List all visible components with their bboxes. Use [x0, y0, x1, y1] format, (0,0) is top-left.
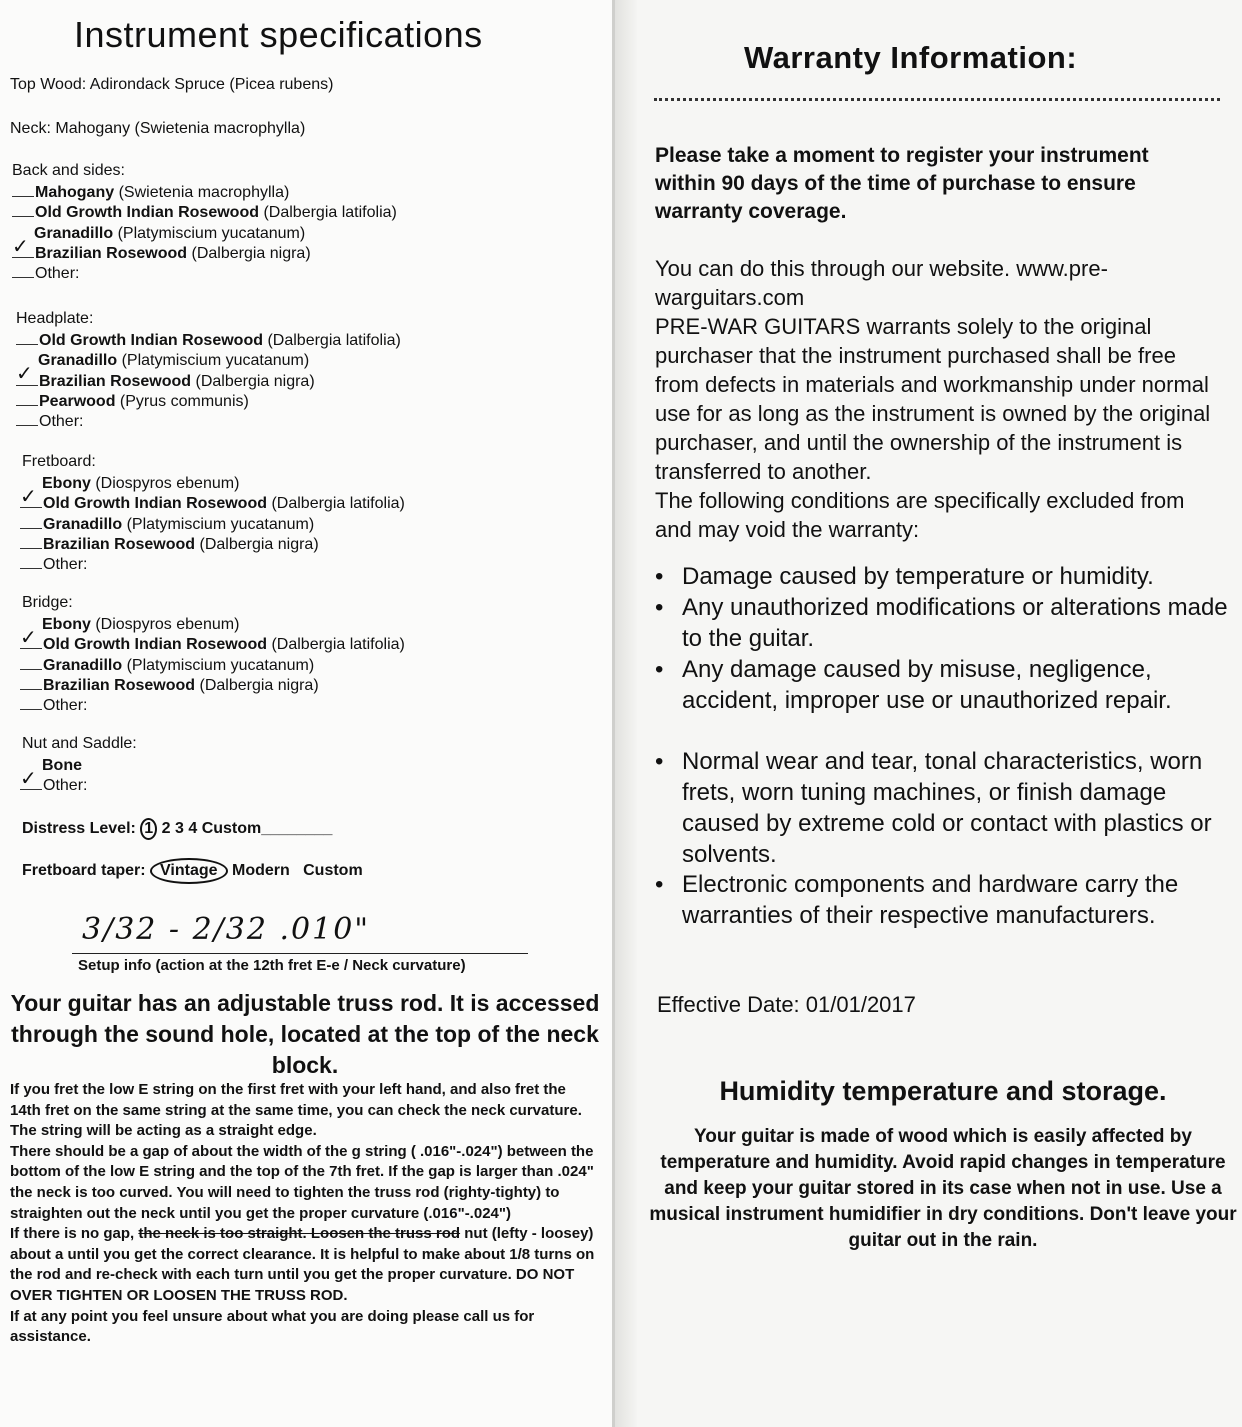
warranty-title: Warranty Information:	[744, 40, 1078, 75]
option-latin: (Dalbergia latifolia)	[271, 495, 405, 513]
option-latin: (Dalbergia latifolia)	[263, 204, 397, 222]
option-name: Brazilian Rosewood	[39, 372, 192, 390]
option-latin: (Pyrus communis)	[119, 392, 249, 410]
option-name: Mahogany	[35, 184, 115, 201]
option-latin: (Dalbergia nigra)	[191, 244, 311, 262]
blank-line	[20, 548, 42, 549]
blank-line	[12, 196, 34, 197]
option-name: Old Growth Indian Rosewood	[39, 332, 263, 349]
option-item	[20, 636, 405, 654]
option-latin: (Dalbergia latifolia)	[271, 636, 405, 654]
option-latin: (Platymiscium yucatanum)	[126, 656, 315, 674]
blank-line	[20, 568, 42, 569]
warranty-body	[655, 254, 1225, 544]
option-name: Other:	[35, 265, 80, 283]
option-name: Granadillo	[43, 515, 123, 533]
option-name: Old Growth Indian Rosewood	[43, 495, 267, 513]
option-name: Other:	[43, 556, 88, 574]
setup-caption: Setup info (action at the 12th fret E-e / Neck curvature)	[78, 957, 466, 974]
truss-body	[10, 1080, 600, 1348]
distress-level: Distress Level: 1 2 3 4 Custom________	[22, 818, 332, 840]
top-wood-line: Top Wood: Adirondack Spruce (Picea rubens)	[10, 76, 334, 93]
option-name: Old Growth Indian Rosewood	[35, 204, 259, 222]
bullet-icon: •	[655, 656, 664, 683]
excluded-text: The following conditions are specifically excluded from and may void the warranty:	[655, 488, 1185, 542]
exclusion-text: Any damage caused by misuse, negligence, accident, improper use or unauthorized repair.	[682, 656, 1172, 714]
option-latin: (Platymiscium yucatanum)	[126, 515, 315, 533]
option-name: Other:	[39, 413, 84, 431]
blank-line	[16, 344, 38, 345]
option-item	[20, 475, 239, 493]
blank-line	[20, 709, 42, 710]
warrants-text: PRE-WAR GUITARS warrants solely to the original purchaser that the instrument purchased shall be free from defects in materials and workmanship under normal use for as long as the instrument is owned by the original purchaser, and until the ownership of the instrument is transferred to another.	[655, 314, 1211, 484]
section-heading-nut-saddle: Nut and Saddle:	[22, 735, 137, 752]
option-item	[16, 352, 309, 370]
exclusion-text: Normal wear and tear, tonal characteristics, worn frets, worn tuning machines, or finish damage caused by extreme cold or contact with plastics or solvents.	[682, 748, 1212, 868]
setup-underline	[72, 953, 528, 954]
blank-line	[20, 669, 42, 670]
exclusion-text: Any unauthorized modifications or alterations made to the guitar.	[682, 594, 1228, 652]
blank-line	[16, 425, 38, 426]
option-name: Bone	[42, 757, 82, 774]
option-item	[20, 495, 405, 513]
register-notice: Please take a moment to register your instrument within 90 days of the time of purchase to ensure warranty coverage.	[655, 144, 1149, 223]
humidity-body: Your guitar is made of wood which is easily affected by temperature and humidity. Avoid rapid changes in temperature and keep your guitar stored in its case when not in use. Use a musical instrument humidifier in dry conditions. Don't leave your guitar out in the rain.	[649, 1126, 1237, 1251]
option-name: Other:	[43, 777, 88, 795]
option-name: Brazilian Rosewood	[35, 244, 188, 262]
distress-selected: 1	[140, 818, 157, 840]
option-latin: (Dalbergia nigra)	[195, 372, 315, 390]
blank-line	[12, 277, 34, 278]
blank-line	[16, 385, 38, 386]
blank-line	[16, 405, 38, 406]
option-item	[20, 556, 87, 574]
taper-selected: Vintage	[150, 858, 228, 884]
section-heading-fretboard: Fretboard:	[22, 453, 96, 470]
option-latin: (Dalbergia latifolia)	[267, 332, 401, 349]
option-latin: (Platymiscium yucatanum)	[117, 224, 306, 242]
option-item	[20, 677, 319, 695]
bullet-icon: •	[655, 563, 664, 590]
blank-line	[12, 216, 34, 217]
option-item	[12, 225, 305, 243]
exclusion-text: Damage caused by temperature or humidity.	[682, 563, 1154, 590]
fold-shade	[615, 0, 637, 1427]
effective-date: Effective Date: 01/01/2017	[657, 992, 916, 1017]
option-name: Other:	[43, 697, 88, 715]
blank-line	[20, 507, 42, 508]
option-latin: (Dalbergia nigra)	[199, 676, 319, 694]
bullet-icon: •	[655, 594, 664, 621]
website-text: You can do this through our website. www.pre-warguitars.com	[655, 256, 1108, 310]
bullet-icon: •	[655, 871, 664, 898]
section-heading-back-sides: Back and sides:	[12, 162, 125, 179]
blank-line	[20, 528, 42, 529]
fretboard-taper: Fretboard taper: Vintage Modern Custom	[22, 858, 363, 884]
section-heading-headplate: Headplate:	[16, 310, 94, 327]
dotted-rule	[654, 98, 1220, 101]
option-item	[12, 184, 289, 202]
blank-line	[20, 789, 42, 790]
option-item	[20, 616, 239, 634]
handwritten-setup: 3/32 - 2/32 .010"	[82, 912, 371, 947]
struck-text: the neck is too straight. Loosen the truss rod	[138, 1225, 461, 1243]
section-heading-bridge: Bridge:	[22, 594, 73, 611]
truss-heading: Your guitar has an adjustable truss rod. It is accessed through the sound hole, located at the top of the neck block.	[10, 990, 600, 1078]
option-latin: (Diospyros ebenum)	[95, 475, 240, 492]
option-item	[20, 697, 87, 715]
option-latin: (Swietenia macrophylla)	[118, 184, 290, 201]
truss-paragraph: There should be a gap of about the width of the g string ( .016"-.024") between the bottom of the low E string and the top of the 7th fret. If the gap is larger than .024" the neck is too curved. You will need to tighten the truss rod (righty-tighty) to straighten out the neck until you get the proper curvature (.016"-.024")	[10, 1142, 594, 1222]
option-name: Granadillo	[38, 352, 118, 370]
option-name: Brazilian Rosewood	[43, 676, 196, 694]
blank-line	[20, 689, 42, 690]
option-name: Pearwood	[39, 392, 116, 410]
humidity-title: Humidity temperature and storage.	[719, 1076, 1167, 1106]
option-name: Granadillo	[34, 224, 114, 242]
option-latin: (Platymiscium yucatanum)	[121, 352, 310, 370]
spec-panel	[0, 0, 612, 1427]
option-latin: (Diospyros ebenum)	[95, 616, 240, 633]
option-name: Ebony	[42, 475, 91, 492]
option-item	[12, 265, 79, 283]
option-item	[16, 373, 315, 391]
option-item	[16, 332, 401, 350]
option-name: Granadillo	[43, 656, 123, 674]
option-item	[20, 657, 314, 675]
option-item	[20, 777, 87, 795]
truss-paragraph: If you fret the low E string on the first fret with your left hand, and also fret the 14th fret on the same string at the same time, you can check the neck curvature. The string will be acting as a straight edge.	[10, 1081, 582, 1140]
option-item	[20, 516, 314, 534]
truss-paragraph: If there is no gap, the neck is too straight. Loosen the truss rod nut (lefty - loosey) about a until you get the correct clearance. It is helpful to make about 1/8 turns on the rod and re-check with each turn until you get the proper curvature. DO NOT OVER TIGHTEN OR LOOSEN THE TRUSS ROD.	[10, 1225, 595, 1304]
option-name: Old Growth Indian Rosewood	[43, 636, 267, 654]
truss-paragraph: If at any point you feel unsure about what you are doing please call us for assistance.	[10, 1307, 535, 1346]
bullet-icon: •	[655, 748, 664, 775]
option-item	[20, 757, 82, 775]
option-name: Brazilian Rosewood	[43, 535, 196, 553]
neck-line: Neck: Mahogany (Swietenia macrophylla)	[10, 120, 306, 137]
spec-title: Instrument specifications	[74, 14, 483, 55]
option-item	[16, 393, 249, 411]
option-item	[12, 204, 397, 222]
option-item	[12, 245, 311, 263]
blank-line	[20, 648, 42, 649]
option-item	[20, 536, 319, 554]
option-item	[16, 413, 83, 431]
option-latin: (Dalbergia nigra)	[199, 535, 319, 553]
exclusion-text: Electronic components and hardware carry the warranties of their respective manufacturers.	[682, 871, 1179, 929]
option-name: Ebony	[42, 616, 91, 633]
blank-line	[12, 257, 34, 258]
